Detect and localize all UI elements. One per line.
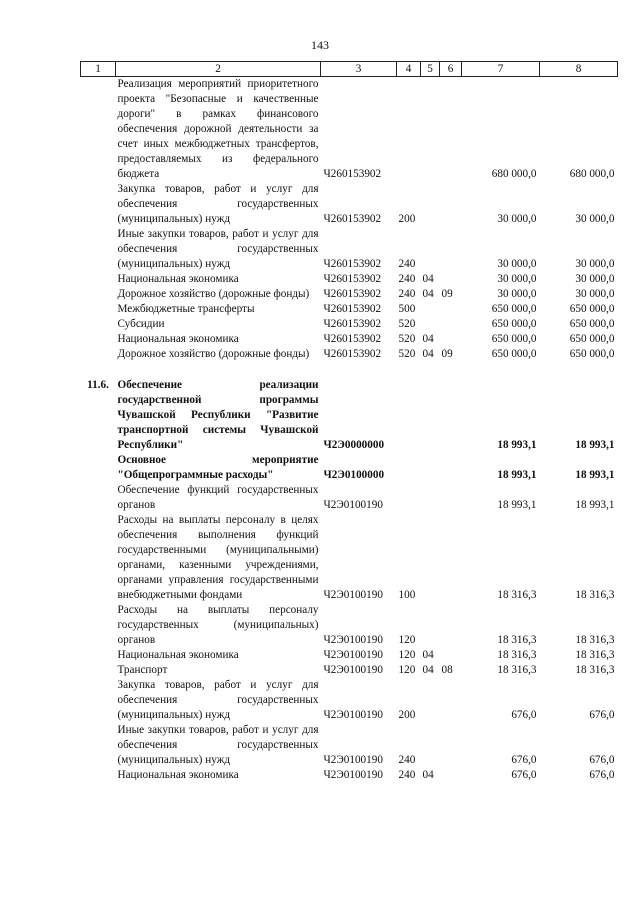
section-code — [421, 77, 440, 183]
table-row — [81, 332, 618, 347]
amount-col7: 30 000,0 — [497, 288, 537, 300]
target-article-code: Ч260153902 — [323, 258, 382, 270]
target-article-code: Ч260153902 — [323, 288, 382, 300]
expense-type-code — [397, 483, 421, 513]
table-row — [81, 362, 618, 453]
target-article-code: Ч2Э0100190 — [323, 589, 383, 601]
target-article-code: Ч260153902 — [323, 273, 382, 285]
expense-type-code: 100 — [398, 589, 416, 601]
section-code: 04 — [422, 664, 434, 676]
amount-col7: 676,0 — [511, 709, 537, 721]
subsection-code: 09 — [441, 348, 453, 360]
item-number — [81, 483, 116, 513]
table-row — [81, 663, 618, 678]
target-article-code: Ч260153902 — [323, 213, 382, 225]
item-name: Обеспечение функций государственных органов — [117, 484, 319, 511]
amount-col8: 30 000,0 — [575, 258, 615, 270]
section-code: 04 — [422, 333, 434, 345]
target-article-code: Ч2Э0100190 — [323, 754, 383, 766]
amount-col7: 676,0 — [511, 769, 537, 781]
section-code: 04 — [422, 649, 434, 661]
item-name: Национальная экономика — [117, 649, 239, 661]
target-article-code: Ч2Э0100190 — [323, 499, 383, 511]
expense-type-code — [397, 77, 421, 183]
target-article-code: Ч260153902 — [323, 303, 382, 315]
item-number — [81, 768, 116, 783]
expense-type-code: 200 — [398, 213, 416, 225]
amount-col8: 18 993,1 — [575, 439, 615, 451]
item-name: Иные закупки товаров, работ и услуг для обеспечения государственных (муниципальных) нужд — [117, 228, 319, 270]
amount-col8: 650 000,0 — [569, 333, 615, 345]
item-number — [81, 287, 116, 302]
section-code — [421, 182, 440, 227]
section-code: 04 — [422, 288, 434, 300]
amount-col8: 18 316,3 — [575, 664, 615, 676]
item-number — [81, 723, 116, 768]
item-name: Расходы на выплаты персоналу государственных (муниципальных) органов — [117, 604, 319, 646]
table-row — [81, 272, 618, 287]
target-article-code: Ч2Э0100190 — [323, 769, 383, 781]
item-number — [81, 648, 116, 663]
target-article-code: Ч260153902 — [323, 168, 382, 180]
subsection-code — [440, 317, 462, 332]
section-code — [421, 453, 440, 483]
item-number — [81, 347, 116, 362]
item-number: 11.6. — [87, 379, 109, 391]
target-article-code: Ч260153902 — [323, 348, 382, 360]
target-article-code: Ч2Э0100190 — [323, 634, 383, 646]
subsection-code — [440, 513, 462, 603]
subsection-code — [440, 362, 462, 453]
amount-col8: 30 000,0 — [575, 288, 615, 300]
section-code — [421, 302, 440, 317]
expense-type-code: 500 — [398, 303, 416, 315]
table-row — [81, 77, 618, 183]
section-code — [421, 513, 440, 603]
expense-type-code: 520 — [398, 348, 416, 360]
target-article-code: Ч2Э0100190 — [323, 649, 383, 661]
subsection-code — [440, 332, 462, 347]
amount-col8: 18 316,3 — [575, 649, 615, 661]
amount-col8: 650 000,0 — [569, 348, 615, 360]
section-code — [421, 678, 440, 723]
table-row — [81, 723, 618, 768]
column-number: 5 — [421, 62, 440, 77]
expense-type-code — [397, 453, 421, 483]
table-row — [81, 287, 618, 302]
table-row — [81, 347, 618, 362]
table-row — [81, 317, 618, 332]
amount-col8: 676,0 — [589, 754, 615, 766]
table-row — [81, 648, 618, 663]
amount-col7: 650 000,0 — [491, 318, 537, 330]
table-row — [81, 678, 618, 723]
amount-col8: 650 000,0 — [569, 318, 615, 330]
amount-col8: 18 993,1 — [575, 499, 615, 511]
item-number — [81, 513, 116, 603]
expense-type-code: 520 — [398, 318, 416, 330]
table-body — [81, 77, 618, 784]
amount-col8: 30 000,0 — [575, 213, 615, 225]
target-article-code: Ч260153902 — [323, 318, 382, 330]
amount-col7: 18 316,3 — [497, 589, 537, 601]
amount-col7: 676,0 — [511, 754, 537, 766]
amount-col8: 676,0 — [589, 769, 615, 781]
amount-col7: 18 993,1 — [497, 499, 537, 511]
target-article-code: Ч2Э0000000 — [323, 439, 385, 451]
amount-col7: 30 000,0 — [497, 258, 537, 270]
table-row — [81, 603, 618, 648]
section-code — [421, 483, 440, 513]
section-code — [421, 227, 440, 272]
column-number: 8 — [540, 62, 618, 77]
subsection-code — [440, 768, 462, 783]
item-name: Основное мероприятие "Общепрограммные расходы" — [117, 454, 319, 481]
section-code: 04 — [422, 348, 434, 360]
subsection-code — [440, 678, 462, 723]
column-number: 6 — [440, 62, 462, 77]
subsection-code — [440, 483, 462, 513]
item-name: Транспорт — [117, 664, 168, 676]
subsection-code — [440, 648, 462, 663]
item-name: Межбюджетные трансферты — [117, 303, 255, 315]
table-row — [81, 768, 618, 783]
section-code — [421, 603, 440, 648]
expense-type-code: 240 — [398, 754, 416, 766]
item-number — [81, 603, 116, 648]
item-name: Национальная экономика — [117, 273, 239, 285]
item-name: Закупка товаров, работ и услуг для обеспечения государственных (муниципальных) нужд — [117, 679, 319, 721]
amount-col7: 30 000,0 — [497, 273, 537, 285]
amount-col8: 18 316,3 — [575, 589, 615, 601]
expense-type-code: 520 — [398, 333, 416, 345]
table-row — [81, 302, 618, 317]
expense-type-code: 240 — [398, 288, 416, 300]
item-number — [81, 182, 116, 227]
table-row — [81, 483, 618, 513]
item-name: Реализация мероприятий приоритетного проекта "Безопасные и качественные дороги" в рамках финансового обеспечения дорожной деятельности за счет иных межбюджетных трансфертов, предоставляемых из федерального бюджета — [117, 78, 319, 180]
column-number-row — [81, 62, 618, 77]
target-article-code: Ч2Э0100190 — [323, 709, 383, 721]
expense-type-code: 240 — [398, 769, 416, 781]
column-number: 1 — [81, 62, 116, 77]
item-name: Дорожное хозяйство (дорожные фонды) — [117, 348, 310, 360]
expense-type-code: 120 — [398, 634, 416, 646]
target-article-code: Ч2Э0100000 — [323, 469, 385, 481]
amount-col8: 18 316,3 — [575, 634, 615, 646]
table-row — [81, 513, 618, 603]
amount-col8: 18 993,1 — [575, 469, 615, 481]
item-name: Обеспечение реализации государственной программы Чувашской Республики "Развитие транспортной системы Чувашской Республики" — [117, 379, 319, 451]
section-code — [421, 362, 440, 453]
item-name: Дорожное хозяйство (дорожные фонды) — [117, 288, 310, 300]
amount-col7: 18 316,3 — [497, 664, 537, 676]
item-number — [81, 272, 116, 287]
target-article-code: Ч260153902 — [323, 333, 382, 345]
subsection-code — [440, 182, 462, 227]
item-name: Иные закупки товаров, работ и услуг для обеспечения государственных (муниципальных) нужд — [117, 724, 319, 766]
amount-col8: 650 000,0 — [569, 303, 615, 315]
expense-type-code: 240 — [398, 258, 416, 270]
expense-type-code: 120 — [398, 649, 416, 661]
table-row — [81, 182, 618, 227]
expense-type-code: 240 — [398, 273, 416, 285]
subsection-code — [440, 723, 462, 768]
amount-col7: 650 000,0 — [491, 303, 537, 315]
amount-col8: 680 000,0 — [569, 168, 615, 180]
table-row — [81, 453, 618, 483]
subsection-code — [440, 603, 462, 648]
amount-col7: 650 000,0 — [491, 348, 537, 360]
amount-col7: 18 993,1 — [497, 439, 537, 451]
section-code: 04 — [422, 769, 434, 781]
target-article-code: Ч2Э0100190 — [323, 664, 383, 676]
subsection-code — [440, 302, 462, 317]
amount-col7: 18 316,3 — [497, 634, 537, 646]
column-number: 3 — [321, 62, 397, 77]
item-number — [81, 77, 116, 183]
subsection-code — [440, 227, 462, 272]
amount-col7: 650 000,0 — [491, 333, 537, 345]
item-number — [81, 227, 116, 272]
amount-col8: 676,0 — [589, 709, 615, 721]
table-header — [81, 62, 618, 77]
table-row — [81, 227, 618, 272]
column-number: 7 — [462, 62, 540, 77]
expense-type-code — [397, 362, 421, 453]
section-code: 04 — [422, 273, 434, 285]
item-name: Национальная экономика — [117, 769, 239, 781]
item-number — [81, 317, 116, 332]
amount-col8: 30 000,0 — [575, 273, 615, 285]
item-number — [81, 663, 116, 678]
amount-col7: 30 000,0 — [497, 213, 537, 225]
item-number — [81, 332, 116, 347]
page-number: 143 — [311, 38, 329, 52]
section-code — [421, 317, 440, 332]
item-name: Национальная экономика — [117, 333, 239, 345]
item-name: Расходы на выплаты персоналу в целях обеспечения выполнения функций государственными (муниципальными) органами, казенными учреждениями, органами управления государственными внебюджетными фондами — [117, 514, 319, 601]
subsection-code — [440, 453, 462, 483]
expense-type-code: 120 — [398, 664, 416, 676]
column-number: 2 — [116, 62, 321, 77]
subsection-code: 09 — [441, 288, 453, 300]
item-name: Субсидии — [117, 318, 165, 330]
column-number: 4 — [397, 62, 421, 77]
expense-type-code: 200 — [398, 709, 416, 721]
amount-col7: 18 316,3 — [497, 649, 537, 661]
subsection-code: 08 — [441, 664, 453, 676]
amount-col7: 680 000,0 — [491, 168, 537, 180]
subsection-code — [440, 272, 462, 287]
amount-col7: 18 993,1 — [497, 469, 537, 481]
item-number — [81, 678, 116, 723]
subsection-code — [440, 77, 462, 183]
budget-table — [80, 61, 618, 783]
item-name: Закупка товаров, работ и услуг для обеспечения государственных (муниципальных) нужд — [117, 183, 319, 225]
item-number — [81, 453, 116, 483]
section-code — [421, 723, 440, 768]
item-number — [81, 302, 116, 317]
